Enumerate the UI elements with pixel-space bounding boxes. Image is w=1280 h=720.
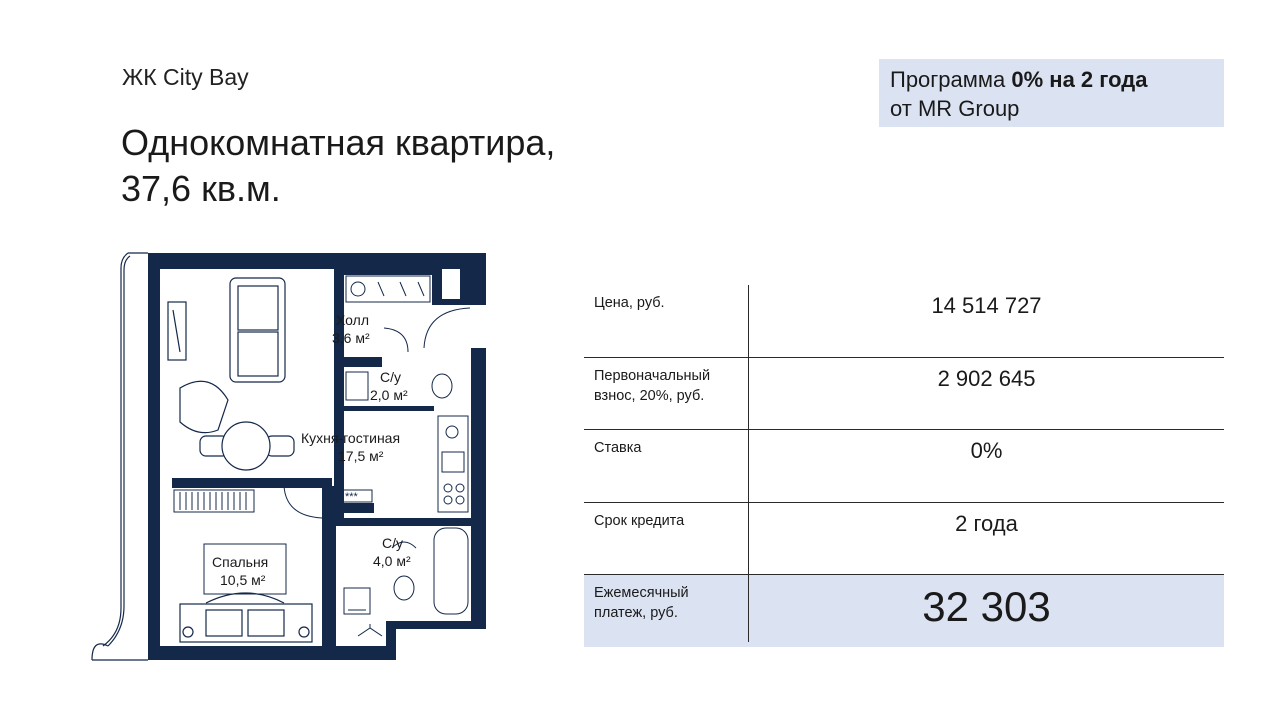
hanger-icon [358, 624, 382, 636]
table-divider [748, 285, 749, 642]
room-hall-name: Холл [336, 312, 369, 328]
internal-walls [172, 269, 486, 646]
complex-name: ЖК City Bay [122, 64, 249, 90]
row-value: 2 года [955, 510, 1018, 536]
wardrobe [174, 490, 254, 512]
table-row-highlight [584, 575, 1224, 647]
entrance-door [424, 308, 470, 348]
table-row [584, 358, 1224, 431]
room-bedroom-name: Спальня [212, 554, 269, 570]
promo-prefix: Программа [890, 67, 1012, 92]
svg-text:***: *** [345, 491, 358, 503]
room-kitchen-area: 17,5 м² [338, 448, 384, 464]
tv-stand [168, 302, 186, 360]
row-value: 2 902 645 [937, 365, 1036, 391]
row-value: 0% [970, 438, 1003, 463]
room-wc2-area: 4,0 м² [373, 553, 411, 569]
table-row [584, 503, 1224, 576]
row-label: Цена, руб. [594, 295, 665, 311]
promo-highlight: 0% на 2 года [1011, 67, 1148, 92]
hall-appliances [346, 276, 430, 302]
bathroom-2-fixtures [344, 528, 468, 614]
promo-suffix: от MR Group [890, 96, 1020, 121]
outer-walls [148, 253, 486, 660]
floor-plan [88, 248, 488, 668]
hall-door [384, 328, 408, 352]
room-hall-area: 3,6 м² [332, 330, 370, 346]
room-bedroom-area: 10,5 м² [220, 572, 266, 588]
bed [180, 593, 312, 642]
row-label: Первоначальный взнос, 20%, руб. [594, 367, 711, 404]
promo-banner [879, 59, 1224, 127]
room-wc1-area: 2,0 м² [370, 387, 408, 403]
room-kitchen-name: Кухня-гостиная [301, 430, 401, 446]
armchair [180, 381, 228, 432]
room-wc2-name: С/у [382, 535, 403, 551]
sofa [230, 278, 285, 382]
row-label: Срок кредита [594, 512, 685, 529]
monthly-payment-value: 32 303 [922, 583, 1051, 630]
table-row [584, 430, 1224, 503]
row-label: Ежемесячный платеж, руб. [594, 585, 689, 621]
finance-table [584, 285, 1224, 647]
apartment-title: Однокомнатная квартира, 37,6 кв.м. [121, 122, 556, 209]
facade-lines [92, 253, 148, 660]
row-value: 14 514 727 [931, 293, 1042, 318]
bedroom-door [284, 486, 322, 518]
dining-table [200, 422, 294, 470]
room-wc1-name: С/у [380, 369, 401, 385]
row-label: Ставка [594, 440, 642, 456]
table-row [584, 285, 1224, 358]
